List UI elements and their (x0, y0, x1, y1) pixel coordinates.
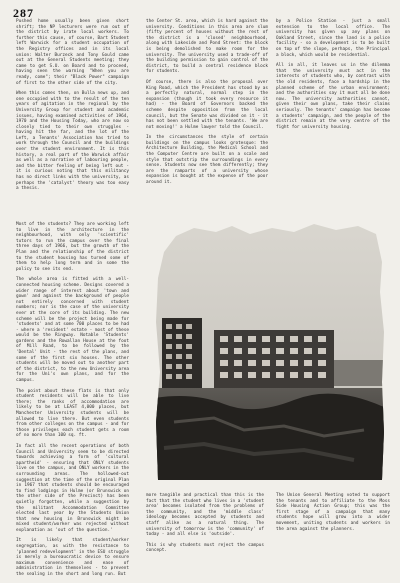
paragraph: by a Police Station - just a small extension to the local office. The university has given up any plans on Oakland Street, since the land is a police facility - so a development is to be built on top of the slope, perhaps, the Principal a block, which would be residential. (276, 19, 390, 58)
paragraph: The Union General Meeting voted to support the tenants and to affiliate to the Moss Side Housing Action Group; this was the first stage of a campaign that many students hope will grow into a wider movement, uniting students and workers in the area against the planners. (276, 493, 390, 532)
paragraph: This is why students must reject the campus concept. (146, 542, 264, 554)
paragraph: the Center St. area, which is hard against the university. Conditions in this area are slum (fifty percent of houses without the rest of the district is a 'closed' neighbourhood, along with Lakeside and Pond Street: the block is being demolished to make room for the university. The university used a trade-off of the building permission to gain control of the district, to build a central residence block for students. (146, 19, 268, 75)
paragraph: Pushed home usually been given short shrift; the NP lecturers were run out of the district by irate local workers. To further this cause, of course, Bart Student left Warwick for a student occupation of the Registry offices and in its local union: Walter Burzeck and Tony Gould came out at the General Students meeting; they came to get S.U. on Board and to proceed, having seen the warning "When you are ready, come"; their "Black Power" campaign of first to the other side of the city. (16, 19, 129, 86)
text-column-bottom-middle (146, 493, 264, 559)
paragraph: All in all, it leaves us in the dilemma that the university must act in the interests of students who, by contrast with the old residents, face a hardship in the planned scheme of the urban environment; and the authorities say it must all be done now. The university authorities cannot, given their own plans, take their claims seriously. The tenants' campaign has become a students' campaign, and the people of the district remain at the very centre of the fight for university housing. (276, 63, 390, 130)
paragraph: Most of the students? They are working left to live in the architecture in the neighbourhood, with only 'scientific' tutors to run the campus over the final three days of 1966, but the growth of the Plan and the relationship of the district to the student housing has turned some of them to help long term and in some the policy to see its end. (16, 222, 129, 272)
photo-icon (154, 222, 386, 484)
paragraph: more tangible and practical than this is the fact that the student who lives in a 'student area' becomes isolated from the problems of the community, and the 'middle class' ideology becomes accepted by students and staff alike as a natural thing. The university of tomorrow is the 'community' of today - and all else is 'outside'. (146, 493, 264, 538)
paragraph: In fact all the recent operations of both Council and University seem to be directed towards achieving a form of 'cultural apartheid' - ensuring that ONLY students live on the campus, and ONLY workers in the surrounding areas. The hollowed-out suggestion at the time of the original Plan in 1967 that students should be encouraged to find lodgings in Hulme (or Brunswick on the other side of the Precinct) has been quietly forgotten, while a suggestion by the militant Accommodation Committee elected last year by the Students Union that new housing in Brunswick might be mixed student/worker was rejected without explanation as 'out of the question.' (16, 443, 129, 533)
text-column-top-middle (146, 19, 268, 191)
text-column-bottom-left (16, 222, 129, 583)
text-column-bottom-right (276, 493, 390, 537)
paragraph: In the circumstances the style of certain buildings on the campus looks grotesque: the Architecture Building, the Medical School and the Computer Centre are built on a scale and style that outstrip the surroundings in every sense. Students now see them differently; they are the ramparts of a university whose expansion is bought at the expense of the poor around it. (146, 135, 268, 186)
paragraph: The whole area is fitted with a well-connected housing scheme. Designs covered a wider range of interest about 'town and gown' and against the background of people not entirely concerned with student numbers; nor is the case of the university ever at the core of its building. The new scheme will be the project being made for 'students' and at some 700 places to be had - where a 'resident' estate - most of these would be the Ringway. Notable 'Students' gardens and the Rowallan House at the foot of Mill Road, to be followed by the 'Dental' Unit - the rest of the plans, and some of the first six houses. The other students will be moved out to another part of the district, to the new University area for the Uni's own plans, and for the campus. (16, 277, 129, 384)
text-column-top-right (276, 19, 390, 135)
text-column-top-left (16, 19, 129, 197)
housing-photo (154, 222, 386, 484)
paragraph: Of course, there is also the proposal over King Road, which the President has stood by as a perfectly natural, normal step in the expansion (though it took every resource it had) - the Board of Governors backed the scheme despite opposition from the local council, but the Senate was divided on it - it has not been settled with the tenants. 'We are not moving!' a Hulme lawyer told the Council. (146, 79, 268, 130)
paragraph: When this comes then, on Bulla news up, and one occupied with to the result of the ten years of agitation in the regional by the University Group for student and academic issues, having examined activities of 1964, 1970 and the Housing Today, who are now so closely tied to their own struggles - having hit the far, and the lot of the Left, a Tenants' Association has tried to work through the Council and the buildings over the student environment. It is this history, a real part of the Warwick affair as well as a narrative of labouring people, and the bitter feeling of being left out - it is curious noting that this militancy has no direct links with the university, as perhaps the 'catalyst' theory was too easy a thesis. (16, 91, 129, 192)
paragraph: The point about these flats is that only student residents will be able to live there; the ranks of accommodation are likely to be at LEAST 4,000 places, but Manchester University students will be allowed to live there. But even students from other colleges on the campus - and for those privileges each student gets a room of no more than 100 sq. ft. (16, 388, 129, 439)
paragraph: It is likely that student/worker segregation, as with the resistance to 'planned redevelopment' in the ESU struggle is merely a bureaucratic device to ensure maximum convenience and ease of administration in themselves - to prevent the sealing in the short and long run. But (16, 538, 129, 578)
page-number: 287 (13, 6, 34, 20)
